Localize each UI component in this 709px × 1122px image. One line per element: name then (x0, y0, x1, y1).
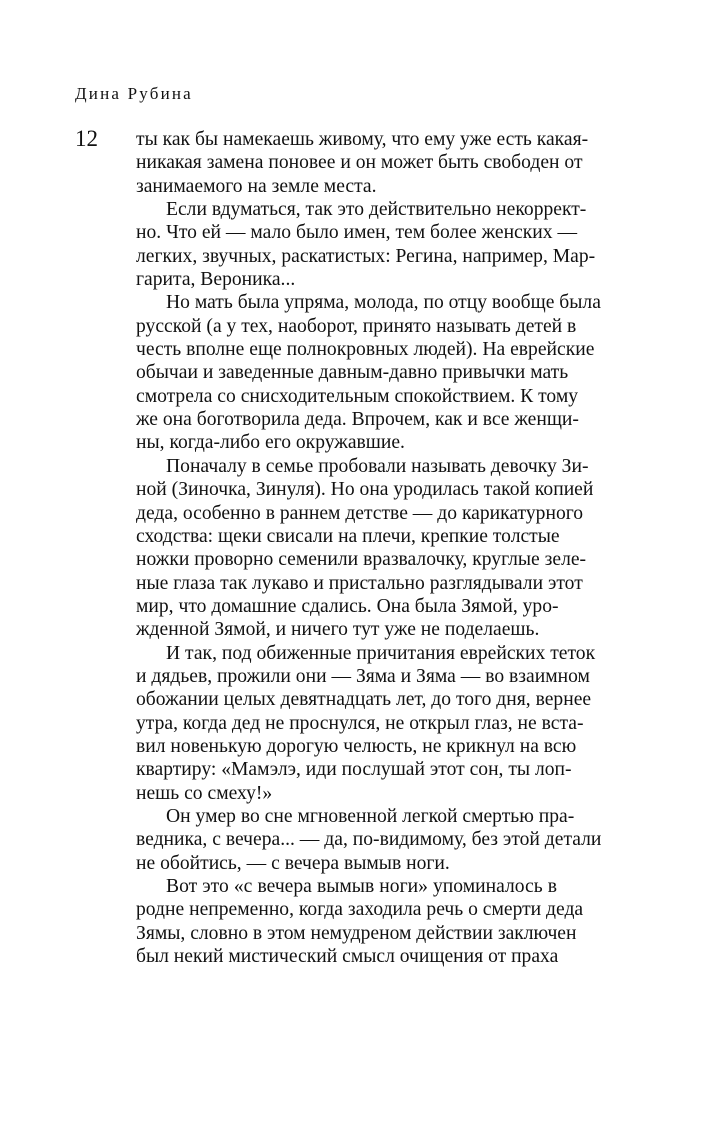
text-line: ты как бы намекаешь живому, что ему уже есть какая- (136, 129, 589, 150)
text-line: Но мать была упряма, молода, по отцу вообще была (166, 292, 601, 314)
text-line: квартиру: «Мамэлэ, иди послушай этот сон, ты лоп- (136, 759, 572, 781)
paragraph (136, 455, 594, 642)
paragraph (136, 128, 589, 198)
paragraph (136, 291, 601, 454)
text-line: же она боготворила деда. Впрочем, как и все женщи- (136, 409, 579, 431)
paragraph (136, 875, 584, 968)
text-line: ножки проворно семенили вразвалочку, круглые зеле- (136, 549, 587, 571)
text-line: занимаемого на земле места. (136, 175, 377, 197)
paragraph (136, 642, 596, 805)
text-line: жденной Зямой, и ничего тут уже не поделаешь. (136, 619, 540, 641)
text-line: гарита, Вероника... (136, 269, 296, 291)
text-line: сходства: щеки свисали на плечи, крепкие толстые (136, 525, 560, 547)
text-line: ные глаза так лукаво и пристально разглядывали этот (136, 572, 583, 594)
text-line: никакая замена поновее и он может быть свободен от (136, 152, 583, 174)
text-line: деда, особенно в раннем детстве — до карикатурного (136, 502, 584, 524)
text-line: но. Что ей — мало было имен, тем более женских — (136, 222, 578, 244)
text-line: Вот это «с вечера вымыв ноги» упоминалось в (166, 876, 557, 897)
text-line: и дядьев, прожили они — Зяма и Зяма — во взаимном (136, 665, 590, 687)
text-line: нешь со смеху!» (136, 782, 273, 804)
text-line: вил новенькую дорогую челюсть, не крикнул на всю (136, 735, 577, 757)
text-line: был некий мистический смысл очищения от праха (136, 946, 559, 968)
text-line: Зямы, словно в этом немудреном действии заключен (136, 922, 577, 944)
text-line: Он умер во сне мгновенной легкой смертью пра- (166, 805, 575, 827)
text-line: обожании целых девятнадцать лет, до того дня, вернее (136, 689, 592, 711)
text-line: Поначалу в семье пробовали называть девочку Зи- (166, 455, 589, 477)
text-line: русской (а у тех, наоборот, принято называть детей в (136, 315, 577, 337)
page-number: 12 (75, 126, 98, 151)
paragraph (136, 805, 602, 875)
text-line: И так, под обиженные причитания еврейских теток (166, 642, 596, 664)
text-line: мир, что домашние сдались. Она была Зямой, уро- (136, 595, 559, 617)
text-line: ведника, с вечера... — да, по-видимому, без этой детали (136, 829, 602, 851)
text-line: смотрела со снисходительным спокойствием. К тому (136, 385, 579, 407)
text-line: честь вполне еще полнокровных людей). На еврейские (136, 339, 595, 361)
body-text (136, 128, 602, 968)
text-line: обычаи и заведенные давным-давно привычки мать (136, 362, 569, 384)
text-line: родне непременно, когда заходила речь о смерти деда (136, 899, 584, 921)
paragraph (136, 198, 596, 291)
text-line: Если вдуматься, так это действительно некоррект- (166, 199, 587, 221)
text-line: не обойтись, — с вечера вымыв ноги. (136, 852, 450, 874)
text-line: ны, когда-либо его окружавшие. (136, 432, 405, 454)
text-line: ной (Зиночка, Зинуля). Но она уродилась такой копией (136, 479, 594, 501)
running-head-author: Дина Рубина (75, 84, 193, 103)
text-line: утра, когда дед не проснулся, не открыл глаз, не вста- (136, 712, 584, 734)
text-line: легких, звучных, раскатистых: Регина, например, Мар- (136, 245, 596, 267)
